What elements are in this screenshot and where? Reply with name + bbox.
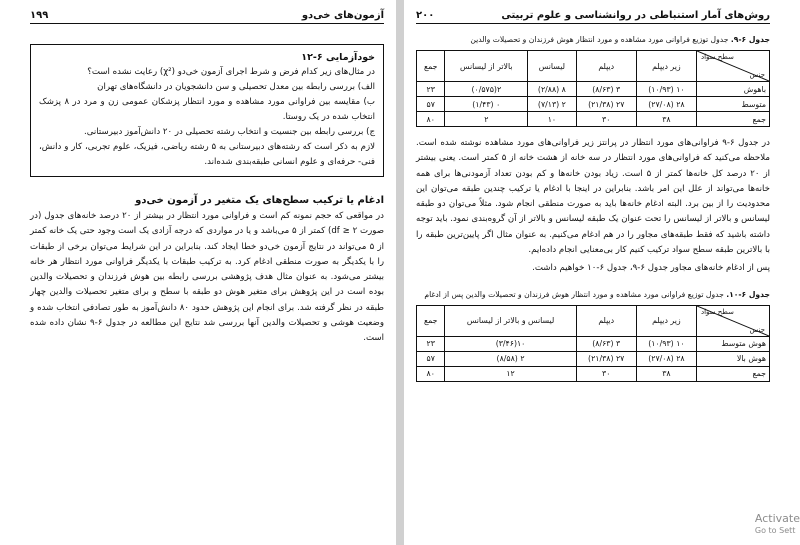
table-cell: ۳۰ xyxy=(576,112,636,127)
self-test-title: خودآزمایی ۶-۱۲ xyxy=(301,52,375,63)
page-number: ۱۹۹ xyxy=(30,10,49,21)
table-row xyxy=(417,366,770,381)
table-cell: ۸۰ xyxy=(417,366,445,381)
table-6-9-caption xyxy=(416,34,770,45)
table-cell: ۳۰ xyxy=(576,366,636,381)
corner-label-top: سطح سواد xyxy=(701,53,734,61)
book-gutter xyxy=(396,0,404,545)
table-cell: ۲(۰/۵۷۵) xyxy=(445,82,528,97)
left-page xyxy=(0,0,396,545)
running-title: روش‌های آمار استنباطی در روانشناسی و علوم تربیتی xyxy=(501,10,770,21)
activation-watermark xyxy=(755,513,800,537)
table-cell: ۵۷ xyxy=(417,97,445,112)
watermark-line-1: Activate xyxy=(754,512,800,525)
running-title: آزمون‌های خی‌دو xyxy=(301,10,384,21)
row-label: متوسط xyxy=(697,97,770,112)
table-cell: ۲۸ (۲۷/۰۸) xyxy=(636,97,696,112)
table-row xyxy=(417,336,770,351)
self-test-item-a: الف) بررسی رابطه بین معدل تحصیلی و سن دانشجویان در دانشگاه‌های تهران xyxy=(97,82,375,92)
table-cell: ۲۳ xyxy=(417,336,445,351)
section-body: در مواقعی که حجم نمونه کم است و فراوانی مورد انتظار در بیشتر از ۲۰ درصد خانه‌های جدول (در صورت df ≥ ۲) کمتر از ۵ می‌باشد و یا در مواردی که درجه آزادی یک است وجود حتی یک خانه کمتر از ۵ می‌تواند در نتایج آزمون خی‌دو خطا ایجاد کند. بنابراین در این شرایط می‌توان برخی از طبقات را با یکدیگر به صورت منطقی ادغام کرد. به ترکیب طبقات با یکدیگر فراوانی مورد انتظار هر خانه بیشتر می‌شود. به عنوان مثال هدف پژوهشی بررسی رابطه بین هوش فرزندان و تحصیلات والدین بوده است در این پژوهش برای متغیر هوش دو طبقه با سطح و برای متغیر تحصیلات والدین چهار طبقه در نظر گرفته شد. برای انجام این پژوهش حدود ۸۰ دانش‌آموز به طور تصادفی انتخاب شده و وضعیت هوشی و تحصیلات والدین آنها بررسی شد نتایج این مطالعه در جدول ۶-۹ نشان داده شده است. xyxy=(30,211,385,344)
diagonal-header-cell xyxy=(697,51,770,82)
table-caption-text: جدول توزیع فراوانی مورد مشاهده و مورد انتظار هوش فرزندان و تحصیلات والدین xyxy=(470,35,729,44)
table-6-9 xyxy=(416,50,770,127)
row-label: باهوش xyxy=(697,82,770,97)
watermark-line-2: Go to Sett xyxy=(754,526,796,535)
table-cell: ۳ (۸/۶۳) xyxy=(576,336,636,351)
self-test-prompt: در مثال‌های زیر کدام فرض و شرط اجرای آزمون خی‌دو (χ²) رعایت نشده است؟ xyxy=(87,67,375,77)
table-cell: ۲۷ (۲۱/۳۸) xyxy=(576,351,636,366)
left-page-header xyxy=(30,10,384,24)
row-label: هوش بالا xyxy=(697,351,770,366)
merge-sentence: پس از ادغام خانه‌های مجاور جدول ۶-۹، جدول ۶-۱۰ خواهیم داشت. xyxy=(532,263,770,274)
table-cell: ۱۰ (۱۰/۹۳) xyxy=(636,336,696,351)
table-cell: ۳ (۸/۶۳) xyxy=(576,82,636,97)
table-6-10-caption xyxy=(416,289,770,300)
self-test-box xyxy=(30,44,384,177)
column-header: دیپلم xyxy=(576,51,636,82)
table-cell: ۲ (۷/۱۳) xyxy=(528,97,577,112)
column-header: لیسانس و بالاتر از لیسانس xyxy=(445,305,576,336)
column-header: زیر دیپلم xyxy=(636,51,696,82)
table-cell: ۲۸ (۲۷/۰۸) xyxy=(636,351,696,366)
table-cell: ۲ (۸/۵۸) xyxy=(445,351,576,366)
column-header: جمع xyxy=(417,305,445,336)
self-test-item-c: ج) بررسی رابطه بین جنسیت و انتخاب رشته تحصیلی در ۲۰ دانش‌آموز دبیرستانی. xyxy=(84,127,375,137)
table-row xyxy=(417,82,770,97)
row-label: هوش متوسط xyxy=(697,336,770,351)
column-header: لیسانس xyxy=(528,51,577,82)
corner-label-bottom: جنس xyxy=(749,71,765,79)
right-page xyxy=(404,0,800,545)
table-cell: ۲۷ (۲۱/۳۸) xyxy=(576,97,636,112)
self-test-note: لازم به ذکر است که رشته‌های دبیرستانی به ۵ رشته ریاضی، فیزیک، علوم تجربی، کار و دانش، فنی- حرفه‌ای و علوم انسانی طبقه‌بندی شده‌اند. xyxy=(39,142,375,167)
table-cell: ۳۸ xyxy=(636,112,696,127)
table-cell: ۸۰ xyxy=(417,112,445,127)
table-number: جدول ۶-۹. xyxy=(730,35,770,44)
table-cell: ۲ xyxy=(445,112,528,127)
column-header: دیپلم xyxy=(576,305,636,336)
table-cell: ۰ (۱/۴۳) xyxy=(445,97,528,112)
table-cell: ۱۲ xyxy=(445,366,576,381)
self-test-item-b: ب) مقایسه بین فراوانی مورد مشاهده و مورد انتظار پزشکان عمومی زن و مرد در ۸ پزشک انتخاب شده در یک روستا. xyxy=(39,97,375,122)
table-cell: ۲۳ xyxy=(417,82,445,97)
column-header: زیر دیپلم xyxy=(636,305,696,336)
table-cell: ۱۰ xyxy=(528,112,577,127)
page-number: ۲۰۰ xyxy=(416,10,435,21)
table-caption-text: جدول توزیع فراوانی مورد مشاهده و مورد انتظار هوش فرزندان و تحصیلات والدین پس از ادغام xyxy=(424,289,724,299)
table-row xyxy=(417,351,770,366)
table-row xyxy=(417,112,770,127)
table-6-10 xyxy=(416,305,770,382)
table-cell: ۱۰ (۱۰/۹۳) xyxy=(636,82,696,97)
corner-label-bottom: جنس xyxy=(749,325,765,334)
table-cell: ۵۷ xyxy=(417,351,445,366)
diagonal-header-cell xyxy=(697,305,770,336)
row-label: جمع xyxy=(697,112,770,127)
table-row xyxy=(417,97,770,112)
corner-label-top: سطح سواد xyxy=(701,307,734,316)
column-header: بالاتر از لیسانس xyxy=(445,51,528,82)
section-title: ادغام یا ترکیب سطح‌های یک متغیر در آزمون خی‌دو xyxy=(135,195,384,206)
table-cell: ۸ (۲/۸۸) xyxy=(528,82,577,97)
table-cell: ۱۰(۳/۴۶) xyxy=(445,336,576,351)
column-header: جمع xyxy=(417,51,445,82)
right-page-header xyxy=(416,10,770,24)
table-number: جدول ۶-۱۰. xyxy=(726,289,770,299)
row-label: جمع xyxy=(697,366,770,381)
table-cell: ۳۸ xyxy=(636,366,696,381)
body-paragraph: در جدول ۶-۹ فراوانی‌های مورد انتظار در پرانتز زیر فراوانی‌های مورد مشاهده نوشته شده است. ملاحظه می‌کنید که فراوانی‌های مورد انتظار در سه خانه از هشت خانه از ۵ کمتر است. یعنی بیشتر از ۲۰ درصد کل خانه‌ها کمتر از ۵ است. زیاد بودن خانه‌ها و کم بودن تعداد آزمودنی‌ها برای همه خانه‌ها می‌تواند از علل این امر باشد. بنابراین در اینجا با ادغام یا ترکیب چندین طبقه می‌توان این محدودیت را از بین برد. البته ادغام خانه‌ها باید به صورت منطقی انجام شود. مثلاً می‌توان دو طبقه لیسانس و بالاتر از لیسانس را تحت عنوان یک طبقه لیسانس و بالاتر از آن گروه‌بندی نمود. باید توجه داشته باشید که فقط طبقه‌های مجاور را در هم ادغام می‌کنیم. به عنوان مثال اگر پایین‌ترین طبقه را با بالاترین طبقه سطح سواد ترکیب کنیم کار بی‌معنایی انجام داده‌ایم. xyxy=(416,138,770,256)
